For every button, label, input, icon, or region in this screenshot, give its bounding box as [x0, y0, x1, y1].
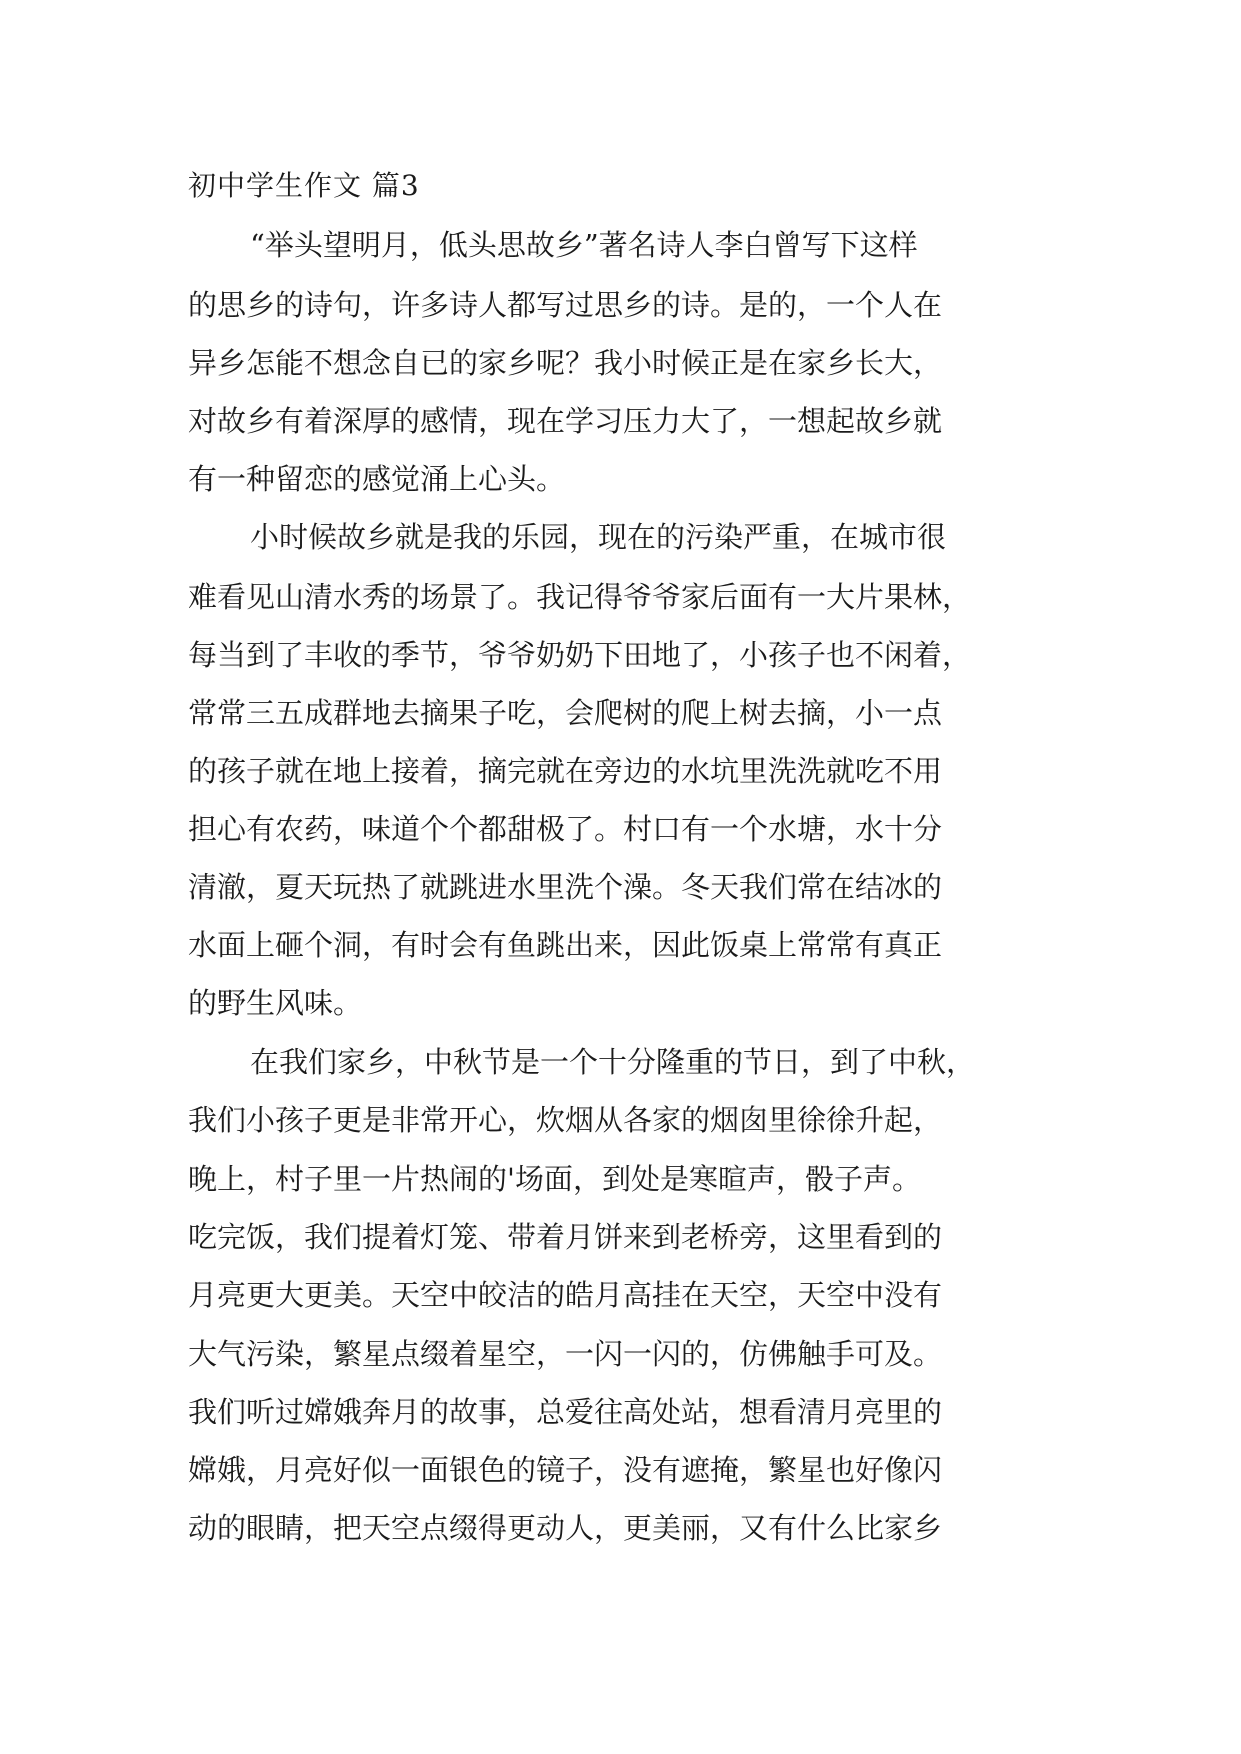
paragraph-line: 的思乡的诗句，许多诗人都写过思乡的诗。是的，一个人在: [188, 288, 943, 322]
paragraph-line: 晚上，村子里一片热闹的'场面，到处是寒暄声，骰子声。: [188, 1162, 921, 1196]
paragraph-line: 担心有农药，味道个个都甜极了。村口有一个水塘，水十分: [188, 812, 943, 846]
paragraph-line: 动的眼睛，把天空点缀得更动人，更美丽，又有什么比家乡: [188, 1511, 943, 1545]
paragraph-line: 吃完饭，我们提着灯笼、带着月饼来到老桥旁，这里看到的: [188, 1220, 943, 1254]
paragraph-line: “举头望明月，低头思故乡”著名诗人李白曾写下这样: [250, 228, 918, 262]
paragraph-line: 异乡怎能不想念自已的家乡呢？我小时候正是在家乡长大，: [188, 346, 943, 380]
paragraph-line: 对故乡有着深厚的感情，现在学习压力大了，一想起故乡就: [188, 404, 943, 438]
paragraph-line: 我们听过嫦娥奔月的故事，总爱往高处站，想看清月亮里的: [188, 1395, 943, 1429]
paragraph-line: 清澈，夏天玩热了就跳进水里洗个澡。冬天我们常在结冰的: [188, 870, 943, 904]
paragraph-line: 月亮更大更美。天空中皎洁的皓月高挂在天空，天空中没有: [188, 1278, 943, 1312]
paragraph-line: 大气污染，繁星点缀着星空，一闪一闪的，仿佛触手可及。: [188, 1337, 943, 1371]
paragraph-line: 的野生风味。: [188, 986, 363, 1020]
paragraph-line: 难看见山清水秀的场景了。我记得爷爷家后面有一大片果林，: [188, 580, 972, 614]
paragraph-line: 我们小孩子更是非常开心，炊烟从各家的烟囱里徐徐升起，: [188, 1103, 943, 1137]
paragraph-line: 常常三五成群地去摘果子吃，会爬树的爬上树去摘，小一点: [188, 696, 943, 730]
paragraph-line: 小时候故乡就是我的乐园，现在的污染严重，在城市很: [250, 520, 947, 554]
paragraph-line: 水面上砸个洞，有时会有鱼跳出来，因此饭桌上常常有真正: [188, 928, 943, 962]
paragraph-line: 每当到了丰收的季节，爷爷奶奶下田地了，小孩子也不闲着，: [188, 638, 972, 672]
paragraph-line: 有一种留恋的感觉涌上心头。: [188, 462, 566, 496]
paragraph-line: 的孩子就在地上接着，摘完就在旁边的水坑里洗洗就吃不用: [188, 754, 943, 788]
paragraph-line: 在我们家乡，中秋节是一个十分隆重的节日，到了中秋，: [250, 1045, 976, 1079]
paragraph-line: 嫦娥，月亮好似一面银色的镜子，没有遮掩，繁星也好像闪: [188, 1453, 943, 1487]
document-title: 初中学生作文 篇3: [188, 169, 420, 202]
